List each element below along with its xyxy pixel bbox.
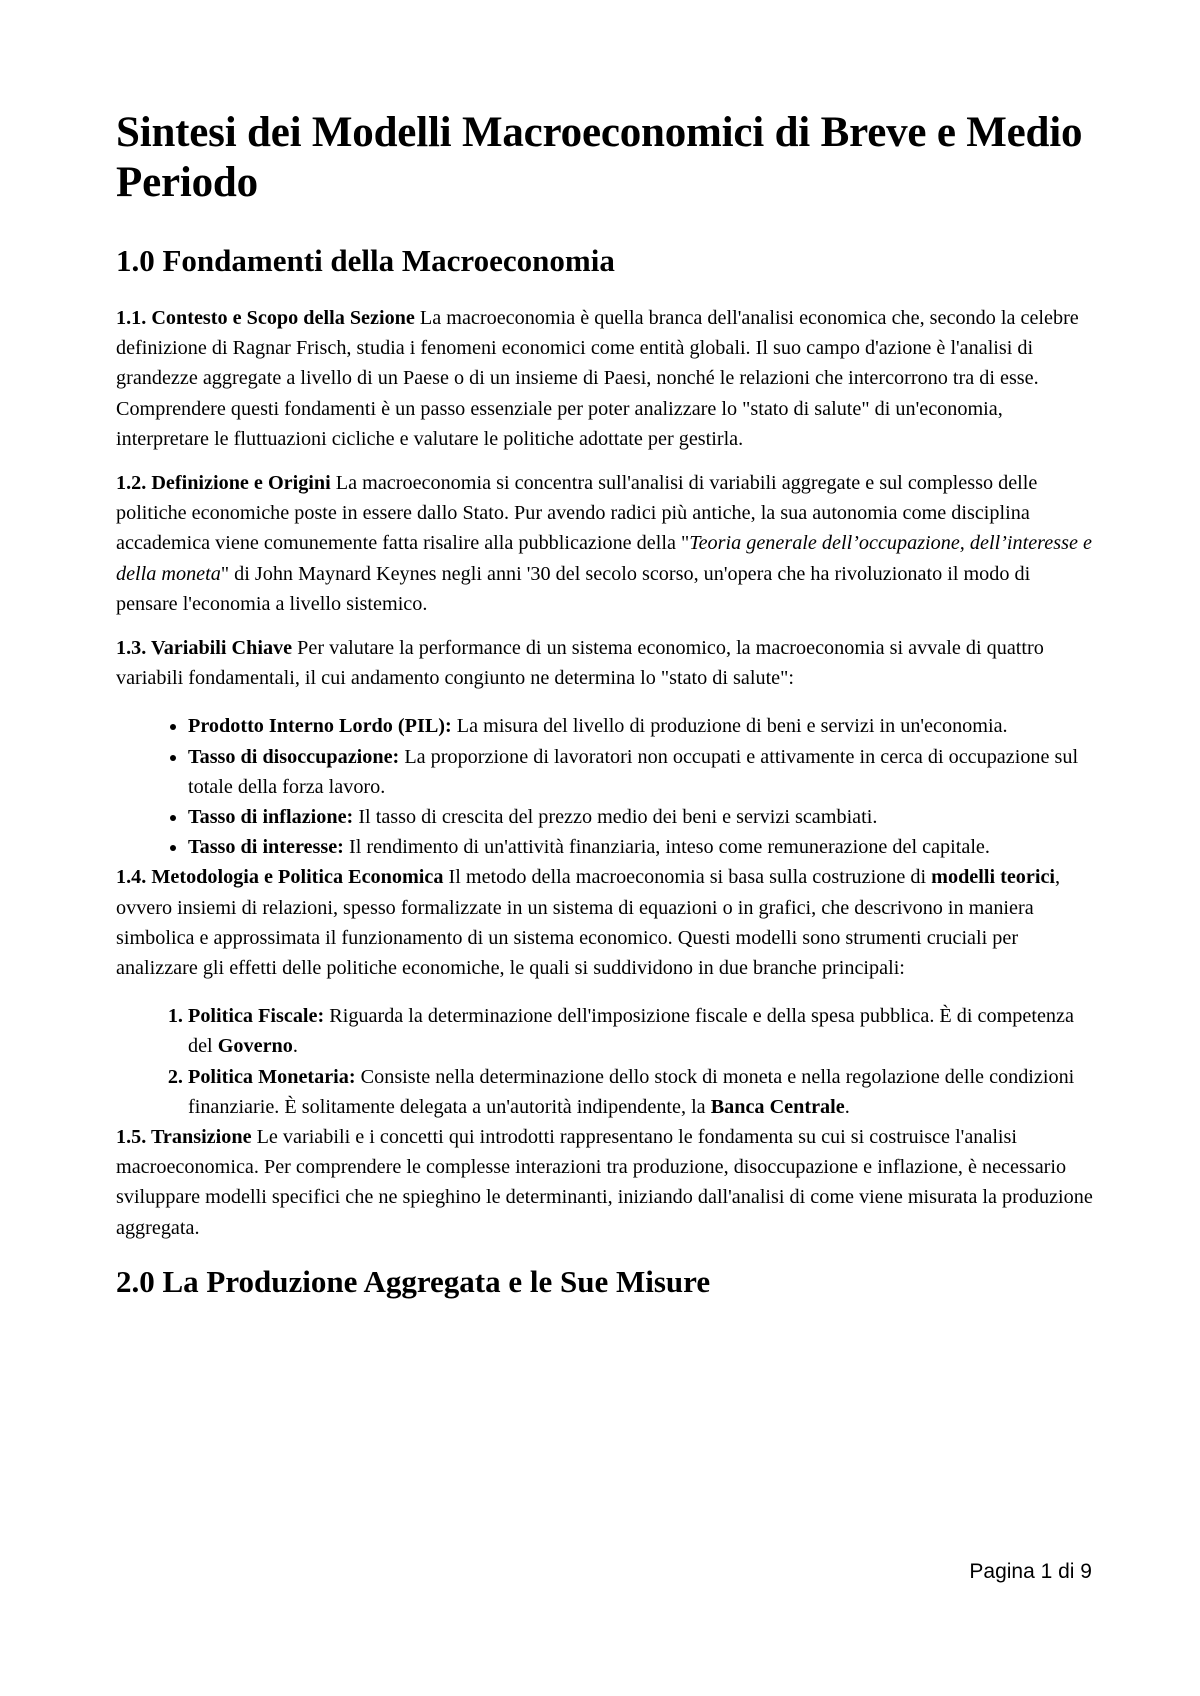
paragraph-text: Il metodo della macroeconomia si basa sulla costruzione di [443,866,932,889]
list-item-bold: Governo [217,1035,293,1058]
list-item-term: Prodotto Interno Lordo (PIL): [188,715,452,738]
list-item [188,711,1094,741]
document-title: Sintesi dei Modelli Macroeconomici di Breve e Medio Periodo [116,109,1083,206]
paragraph-label: 1.1. Contesto e Scopo della Sezione [116,306,415,329]
list-item [188,832,1094,862]
bold-term: modelli teorici [931,866,1056,889]
paragraph-label: 1.3. Variabili Chiave [116,636,293,659]
list-item-desc: Consiste nella determinazione dello stock di moneta e nella regolazione delle condizioni finanziarie. È solitamente delegata a un'autorità indipendente, la [188,1065,1075,1118]
list-item-desc: La misura del livello di produzione di beni e servizi in un'economia. [451,715,1008,738]
list-item-term: Tasso di inflazione: [188,805,354,828]
paragraph-text: La macroeconomia si concentra sull'analisi di variabili aggregate e sul complesso delle politiche economiche poste in essere dallo Stato. Pur avendo radici più antiche, la sua autonomia come disciplina accademica viene comunemente fatta risalire alla pubblicazione della " [116,471,1038,555]
list-item-term: Tasso di interesse: [188,836,344,859]
list-item-bold: Banca Centrale [710,1095,845,1118]
list-item [188,1001,1094,1061]
list-item-desc: La proporzione di lavoratori non occupati e attivamente in cerca di occupazione sul totale della forza lavoro. [188,745,1079,798]
paragraph-1-4 [116,862,1094,983]
paragraph-label: 1.2. Definizione e Origini [116,471,331,494]
paragraph-text: Le variabili e i concetti qui introdotti rappresentano le fondamenta su cui si costruisce l'analisi macroeconomica. Per comprendere le complesse interazioni tra produzione, disoccupazione e inflazione, è necessario sviluppare modelli specifici che ne spieghino le determinanti, iniziando dall'analisi di come viene misurata la produzione aggregata. [116,1126,1093,1239]
list-item-end: . [844,1095,850,1118]
list-item-term: Politica Monetaria: [188,1065,356,1088]
paragraph-1-2 [116,468,1094,619]
paragraph-1-3 [116,633,1094,693]
list-item-term: Tasso di disoccupazione: [188,745,400,768]
paragraph-label: 1.5. Transizione [116,1126,252,1149]
list-item-term: Politica Fiscale: [188,1005,325,1028]
section-heading-1: 1.0 Fondamenti della Macroeconomia [116,242,615,278]
document-page [116,108,1094,1324]
policy-list [116,1001,1094,1122]
list-item-desc: Riguarda la determinazione dell'imposizione fiscale e della spesa pubblica. È di competenza del [188,1005,1074,1058]
paragraph-text: Per valutare la performance di un sistema economico, la macroeconomia si avvale di quattro variabili fondamentali, il cui andamento congiunto ne determina lo "stato di salute": [116,636,1044,690]
section-heading-2: 2.0 La Produzione Aggregata e le Sue Misure [116,1263,711,1299]
list-item-end: . [292,1035,298,1058]
book-title: Teoria generale dell’occupazione, dell’interesse e della moneta [116,532,1092,585]
key-variables-list [116,711,1094,862]
list-item [188,1062,1094,1122]
paragraph-label: 1.4. Metodologia e Politica Economica [116,866,444,889]
paragraph-text: La macroeconomia è quella branca dell'analisi economica che, secondo la celebre definizione di Ragnar Frisch, studia i fenomeni economici come entità globali. Il suo campo d'azione è l'analisi di grandezze aggregate a livello di un Paese o di un insieme di Paesi, nonché le relazioni che intercorrono tra di esse. Comprendere questi fondamenti è un passo essenziale per poter analizzare lo "stato di salute" di un'economia, interpretare le fluttuazioni cicliche e valutare le politiche adottate per gestirla. [116,306,1079,450]
paragraph-1-5 [116,1122,1094,1243]
paragraph-text: " di John Maynard Keynes negli anni '30 del secolo scorso, un'opera che ha rivoluzionato il modo di pensare l'economia a livello sistemico. [116,562,1031,615]
list-item-desc: Il tasso di crescita del prezzo medio dei beni e servizi scambiati. [353,805,878,828]
list-item-desc: Il rendimento di un'attività finanziaria, inteso come remunerazione del capitale. [343,836,990,859]
list-item [188,802,1094,832]
page-number: Pagina 1 di 9 [969,1560,1092,1583]
paragraph-text: , ovvero insiemi di relazioni, spesso formalizzate in un sistema di equazioni o in grafici, che descrivono in maniera simbolica e approssimata il funzionamento di un sistema economico. Questi modelli sono strumenti cruciali per analizzare gli effetti delle politiche economiche, le quali si suddividono in due branche principali: [116,866,1061,979]
paragraph-1-1 [116,303,1094,454]
list-item [188,742,1094,802]
